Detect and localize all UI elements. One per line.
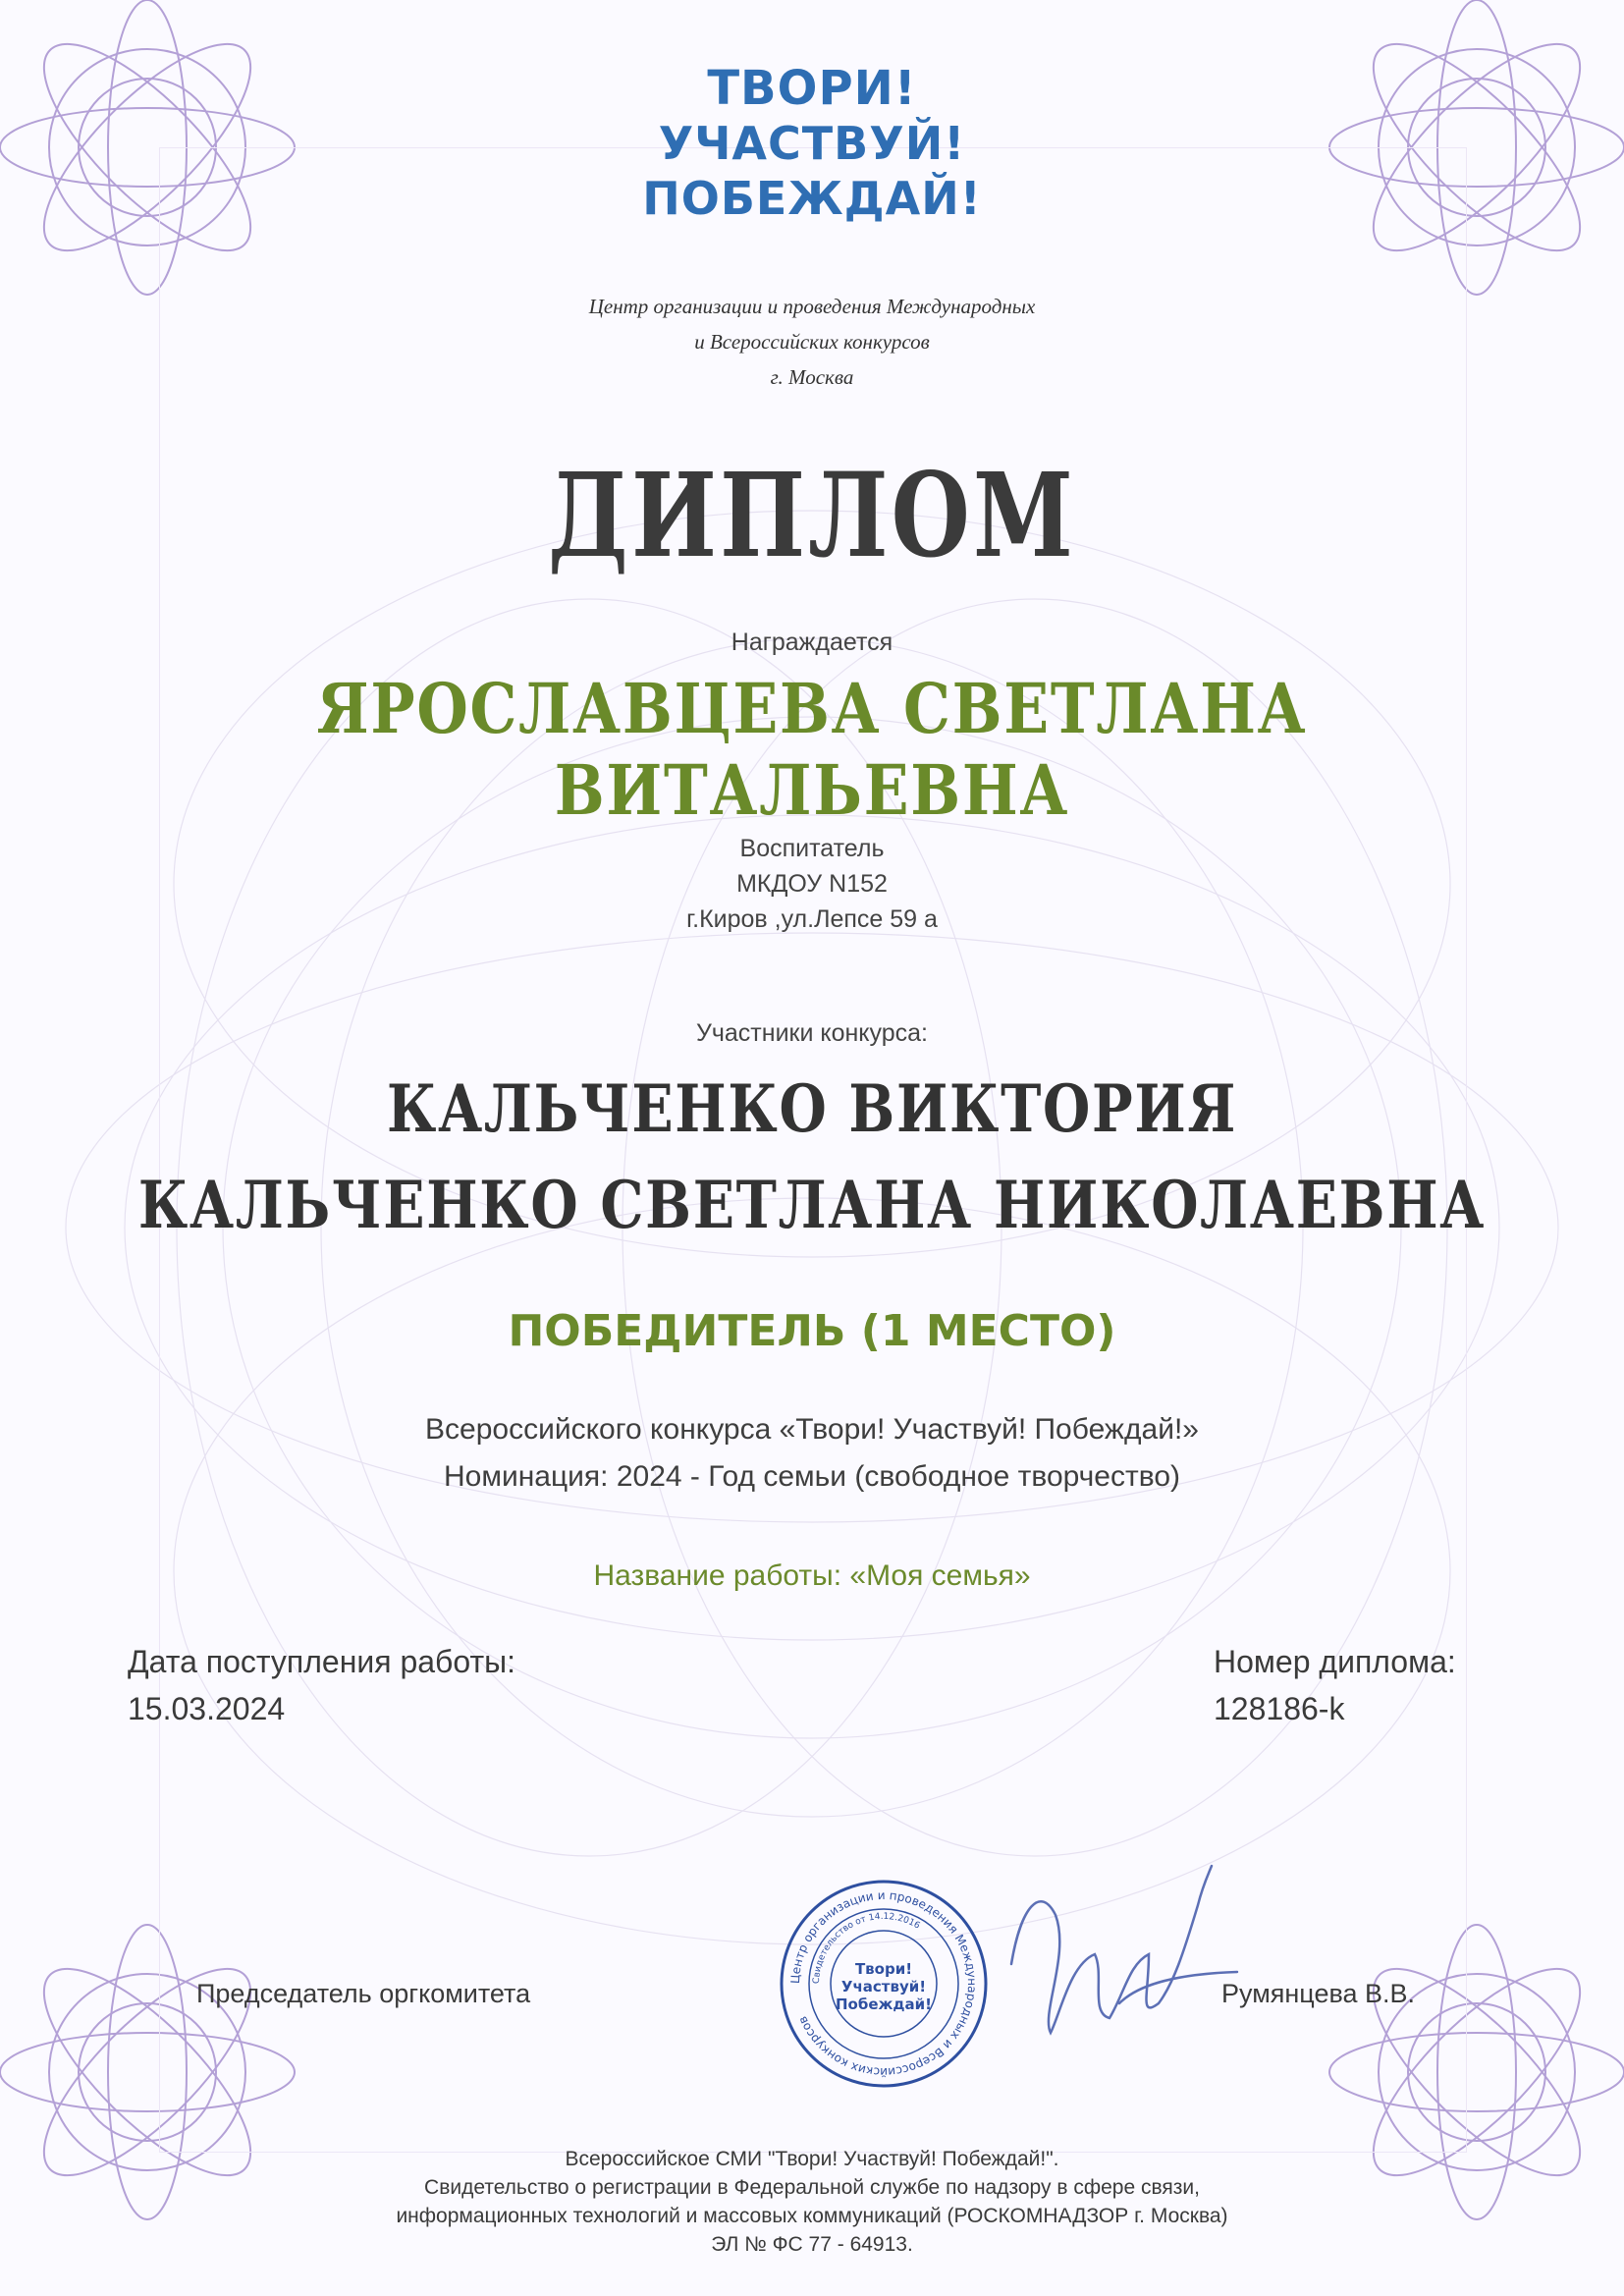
- result-place: ПОБЕДИТЕЛЬ (1 МЕСТО): [508, 1306, 1116, 1356]
- seal-center-line-2: Участвуй!: [840, 1978, 927, 1995]
- official-seal: [776, 1876, 992, 2092]
- awarded-label: Награждается: [731, 629, 893, 656]
- logo-line-3: ПОБЕЖДАЙ!: [642, 172, 982, 225]
- awardee-address: г.Киров ,ул.Лепсе 59 а: [686, 905, 938, 933]
- awardee-name: ЯРОСЛАВЦЕВА СВЕТЛАНА ВИТАЛЬЕВНА: [316, 668, 1308, 831]
- seal-cert-text: Свидетельство от 14.12.2016: [811, 1911, 922, 1985]
- contest-name: Всероссийского конкурса «Твори! Участвуй! Побеждай!»: [425, 1413, 1199, 1446]
- organization-line-1: Центр организации и проведения Международных: [588, 295, 1036, 318]
- seal-center-line-1: Твори!: [854, 1960, 913, 1978]
- participants-list: [0, 1061, 1624, 1253]
- organization-line-2: и Всероссийских конкурсов: [694, 330, 930, 354]
- signature: [1001, 1846, 1257, 2062]
- participant-name: КАЛЬЧЕНКО СВЕТЛАНА НИКОЛАЕВНА: [137, 1167, 1487, 1243]
- diploma-number-value: 128186-k: [1214, 1691, 1345, 1726]
- nomination: Номинация: 2024 - Год семьи (свободное творчество): [443, 1460, 1180, 1493]
- seal-center-line-3: Побеждай!: [835, 1995, 933, 2013]
- organization-line-3: г. Москва: [770, 365, 854, 389]
- seal-ring-text: Центр организации и проведения Международных и Всероссийских конкурсов: [787, 1887, 980, 2080]
- awardee-details: [0, 831, 1624, 937]
- footer-line-3: информационных технологий и массовых коммуникаций (РОСКОМНАДЗОР г. Москва): [396, 2205, 1228, 2227]
- contest-logo: [0, 61, 1624, 226]
- logo-line-1: ТВОРИ!: [707, 61, 917, 116]
- participant-name: КАЛЬЧЕНКО ВИКТОРИЯ: [386, 1070, 1238, 1147]
- participants-label: Участники конкурса:: [696, 1019, 928, 1047]
- chairman-name: Румянцева В.В.: [1221, 1979, 1416, 2008]
- footer-line-1: Всероссийское СМИ "Твори! Участвуй! Побеждай!".: [565, 2148, 1059, 2170]
- chairman-label: Председатель оргкомитета: [196, 1979, 531, 2008]
- date-value: 15.03.2024: [128, 1691, 286, 1726]
- footer-line-4: ЭЛ № ФС 77 - 64913.: [711, 2233, 913, 2256]
- diploma-number-label: Номер диплома:: [1214, 1644, 1456, 1679]
- footer-line-2: Свидетельство о регистрации в Федеральной службе по надзору в сфере связи,: [424, 2176, 1200, 2199]
- awardee-institution: МКДОУ N152: [736, 870, 888, 898]
- logo-line-2: УЧАСТВУЙ!: [658, 117, 966, 170]
- awardee-position: Воспитатель: [739, 835, 885, 862]
- diploma-title: ДИПЛОМ: [548, 447, 1076, 583]
- footer-block: [0, 2145, 1624, 2259]
- number-block: [1214, 1638, 1456, 1732]
- work-title: Название работы: «Моя семья»: [593, 1559, 1031, 1592]
- organization-block: [0, 289, 1624, 395]
- contest-block: [0, 1406, 1624, 1501]
- date-label: Дата поступления работы:: [128, 1644, 516, 1679]
- date-block: [128, 1638, 515, 1732]
